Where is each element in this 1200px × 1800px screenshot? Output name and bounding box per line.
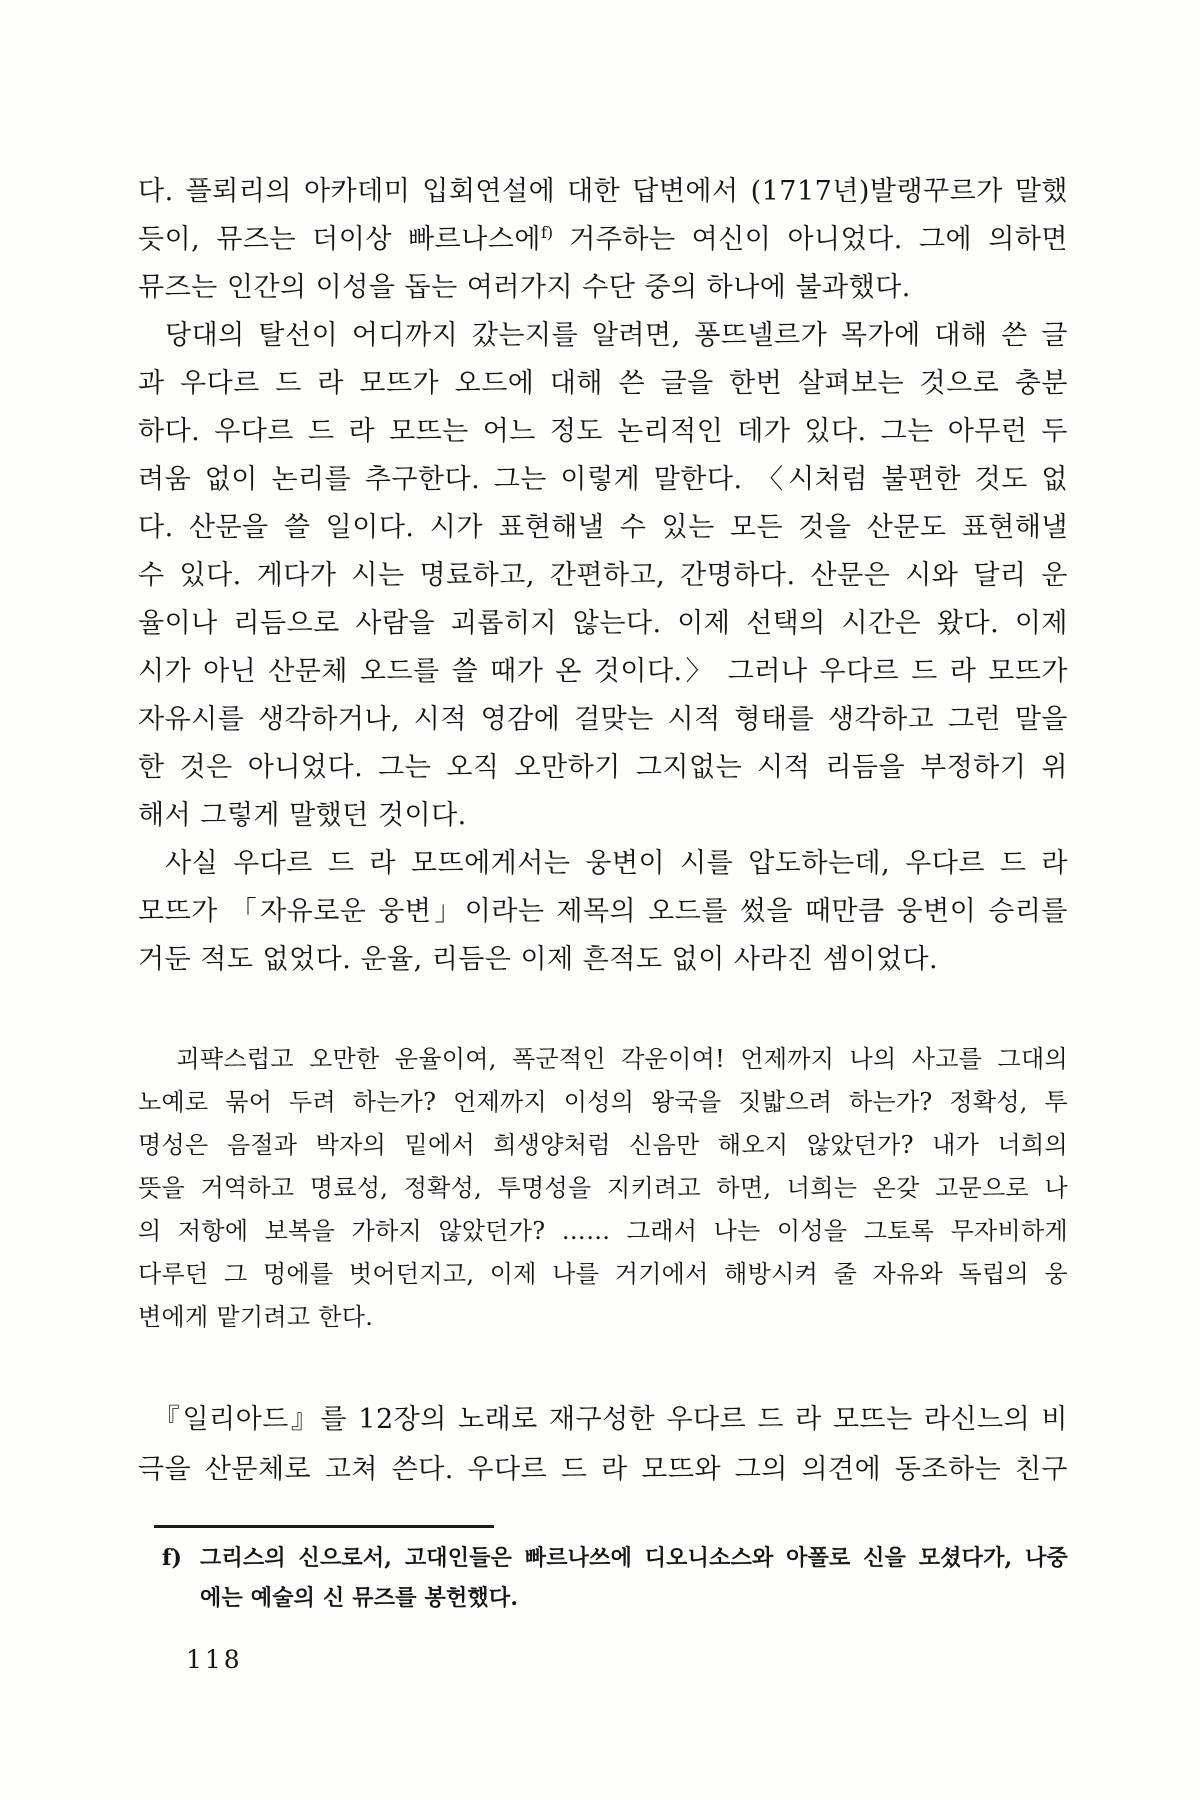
paragraph-3 (138, 840, 1068, 984)
text-line: 극을 산문체로 고쳐 쓴다. 우다르 드 라 모뜨와 그의 의견에 동조하는 친구 (138, 1454, 1068, 1485)
footnote-reference: f) (540, 223, 554, 242)
text-segment: 거주하는 여신이 아니었다. 그에 의하면 (553, 224, 1068, 255)
text-line: 자유시를 생각하거나, 시적 영감에 걸맞는 시적 형태를 생각하고 그런 말을 (138, 704, 1068, 735)
footnote-body (152, 1538, 1068, 1618)
text-line: 『일리아드』를 12장의 노래로 재구성한 우다르 드 라 모뜨는 라신느의 비 (152, 1404, 1068, 1435)
text-line: 한 것은 아니었다. 그는 오직 오만하기 그지없는 시적 리듬을 부정하기 위 (138, 752, 1068, 783)
text-line: 율이나 리듬으로 사람을 괴롭히지 않는다. 이제 선택의 시간은 왔다. 이제 (138, 608, 1068, 639)
paragraph-1 (138, 168, 1068, 312)
block-quote (138, 1038, 1068, 1339)
text-line: 시가 아닌 산문체 오드를 쓸 때가 온 것이다.〉 그러나 우다르 드 라 모뜨가 (138, 656, 1068, 687)
quote-line: 괴퍅스럽고 오만한 운율이여, 폭군적인 각운이여! 언제까지 나의 사고를 그대의 (176, 1045, 1068, 1073)
quote-line: 변에게 맡기려고 한다. (138, 1303, 374, 1331)
text-line: 거둔 적도 없었다. 운율, 리듬은 이제 흔적도 없이 사라진 셈이었다. (138, 944, 939, 975)
footnote-line: 에는 예술의 신 뮤즈를 봉헌했다. (200, 1585, 519, 1611)
quote-line: 명성은 음절과 박자의 밑에서 희생양처럼 신음만 해오지 않았던가? 내가 너희의 (138, 1131, 1068, 1159)
footnote-divider (154, 1525, 494, 1528)
text-line: 사실 우다르 드 라 모뜨에게서는 웅변이 시를 압도하는데, 우다르 드 라 (165, 848, 1068, 879)
text-line: 하다. 우다르 드 라 모뜨는 어느 정도 논리적인 데가 있다. 그는 아무런 두 (138, 416, 1068, 447)
page-number: 118 (186, 1645, 243, 1674)
text-line: 수 있다. 게다가 시는 명료하고, 간편하고, 간명하다. 산문은 시와 달리 운 (138, 560, 1068, 591)
text-line: 뮤즈는 인간의 이성을 돕는 여러가지 수단 중의 하나에 불과했다. (138, 272, 911, 303)
text-line: 당대의 탈선이 어디까지 갔는지를 알려면, 퐁뜨넬르가 목가에 대해 쓴 글 (165, 320, 1068, 351)
quote-line: 노예로 묶어 두려 하는가? 언제까지 이성의 왕국을 짓밟으려 하는가? 정확성, 투 (138, 1088, 1068, 1116)
paragraph-4 (138, 1395, 1068, 1495)
quote-line: 다루던 그 멍에를 벗어던지고, 이제 나를 거기에서 해방시켜 줄 자유와 독립의 웅 (138, 1260, 1068, 1288)
footnote-section (138, 1525, 1068, 1618)
quote-line: 의 저항에 보복을 가하지 않았던가? …… 그래서 나는 이성을 그토록 무자비하게 (138, 1217, 1068, 1245)
text-line: 과 우다르 드 라 모뜨가 오드에 대해 쓴 글을 한번 살펴보는 것으로 충분 (138, 368, 1068, 399)
text-column (138, 168, 1068, 1618)
paragraph-2 (138, 312, 1068, 840)
text-line (138, 216, 1068, 264)
footnote-line: 그리스의 신으로서, 고대인들은 빠르나쓰에 디오니소스와 아폴로 신을 모셨다가, 나중 (200, 1545, 1068, 1571)
text-line: 다. 산문을 쓸 일이다. 시가 표현해낼 수 있는 모든 것을 산문도 표현해낼 (138, 512, 1068, 543)
text-segment: 듯이, 뮤즈는 더이상 빠르나스에 (138, 224, 541, 255)
text-line: 모뜨가 「자유로운 웅변」이라는 제목의 오드를 썼을 때만큼 웅변이 승리를 (138, 896, 1068, 927)
text-line: 다. 플뢰리의 아카데미 입회연설에 대한 답변에서 (1717년)발랭꾸르가 말했 (138, 176, 1068, 207)
quote-line: 뜻을 거역하고 명료성, 정확성, 투명성을 지키려고 하면, 너희는 온갖 고문으로 나 (138, 1174, 1068, 1202)
text-line: 려움 없이 논리를 추구한다. 그는 이렇게 말한다. 〈시처럼 불편한 것도 없 (138, 464, 1068, 495)
text-line: 해서 그렇게 말했던 것이다. (138, 800, 467, 831)
footnote-marker: f) (162, 1545, 182, 1571)
